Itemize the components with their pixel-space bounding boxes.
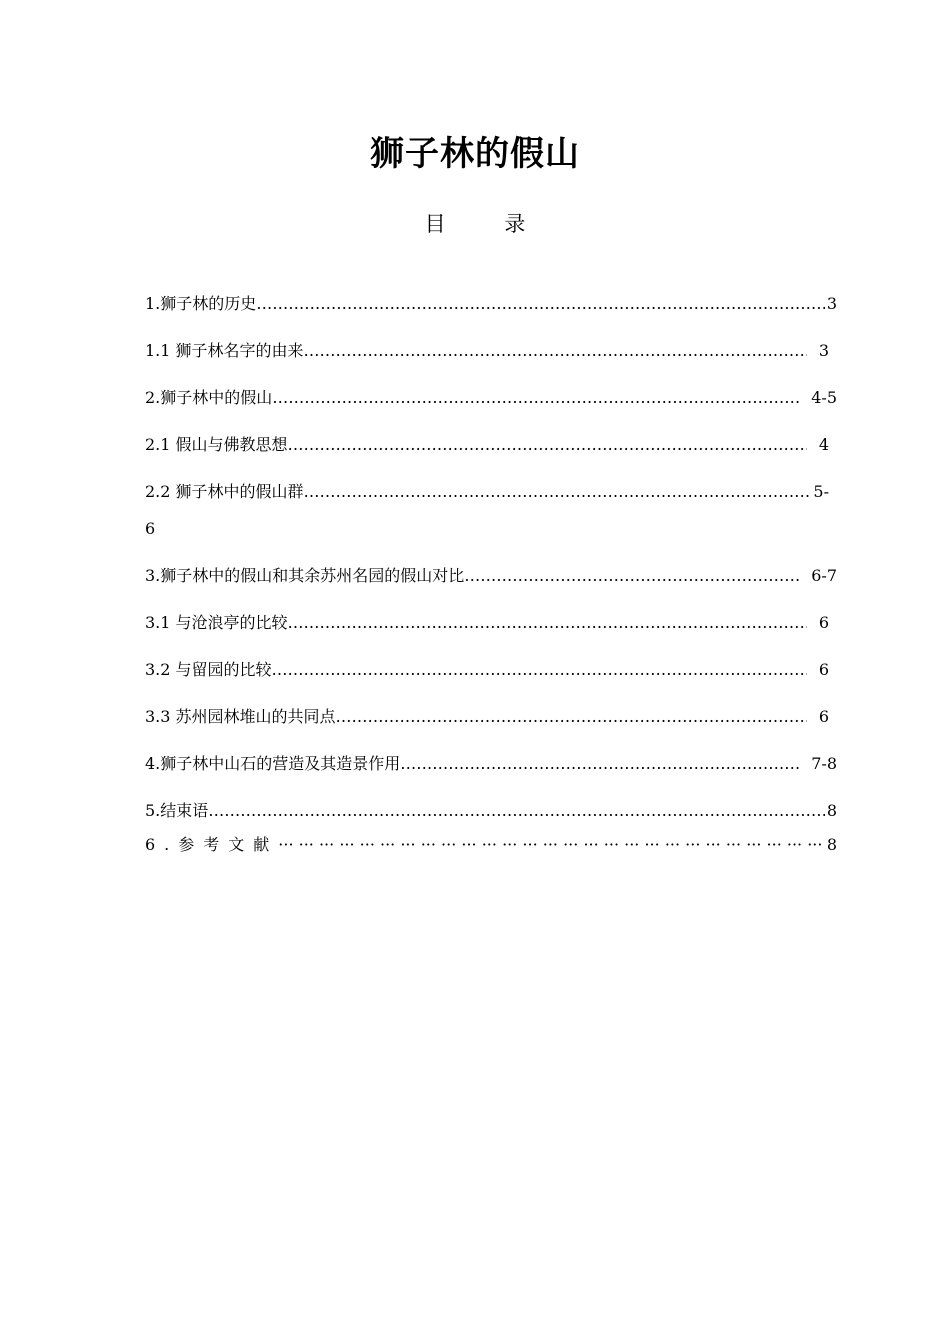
toc-leader-dots: [256, 293, 825, 315]
toc-entry-page: 8: [826, 835, 837, 854]
toc-entry-page: 6: [818, 613, 829, 632]
toc-entry-label: 2.1 假山与佛教思想: [145, 435, 288, 454]
toc-leader-dots: [464, 565, 799, 587]
toc-leader-dots: [336, 706, 807, 728]
toc-leader-dots: [304, 481, 812, 503]
toc-heading: 目 录: [424, 212, 552, 236]
toc-entry-label: 3.3 苏州园林堆山的共同点: [145, 707, 336, 726]
toc-entry-2[interactable]: [145, 387, 837, 409]
toc-entry-3-1[interactable]: [145, 612, 837, 634]
toc-leader-dots: [288, 612, 807, 634]
toc-leader-dots: [400, 753, 799, 775]
toc-entry-label: 3.2 与留园的比较: [145, 660, 272, 679]
toc-entry-page: 8: [826, 801, 837, 820]
toc-entry-page: 4: [818, 435, 829, 454]
toc-entry-2-2-page-continuation: 6: [145, 519, 156, 538]
toc-entry-label: 4.狮子林中山石的营造及其造景作用: [145, 754, 401, 773]
toc-entry-page: 7-8: [811, 754, 837, 773]
toc-entry-3[interactable]: [145, 565, 837, 587]
toc-leader-dots: [208, 800, 825, 822]
toc-entry-page: 6: [818, 707, 829, 726]
toc-entry-page: 3: [818, 341, 829, 360]
toc-entry-2-1[interactable]: [145, 434, 837, 456]
document-title: 狮子林的假山: [370, 134, 580, 174]
toc-entry-3-3[interactable]: [145, 706, 837, 728]
toc-entry-page: 4-5: [811, 388, 837, 407]
toc-entry-1[interactable]: [145, 293, 837, 315]
toc-entry-6[interactable]: [145, 834, 837, 856]
toc-leader-dots: [288, 434, 807, 456]
toc-entry-label: 3.1 与沧浪亭的比较: [145, 613, 288, 632]
toc-entry-1-1[interactable]: [145, 340, 837, 362]
toc-leader-dots: [272, 659, 807, 681]
toc-entry-page: 3: [826, 294, 837, 313]
toc-entry-label: 6.参考文献: [145, 835, 279, 854]
toc-entry-2-2[interactable]: [145, 481, 837, 503]
toc-entry-label: 3.狮子林中的假山和其余苏州名园的假山对比: [145, 566, 465, 585]
toc-entry-5[interactable]: [145, 800, 837, 822]
toc-entry-4[interactable]: [145, 753, 837, 775]
toc-entry-label: 2.2 狮子林中的假山群: [145, 482, 304, 501]
toc-leader-dots: [278, 834, 825, 856]
toc-entry-label: 1.狮子林的历史: [145, 294, 257, 313]
toc-entry-page: 6-7: [811, 566, 837, 585]
toc-entry-label: 2.狮子林中的假山: [145, 388, 273, 407]
toc-entry-3-2[interactable]: [145, 659, 837, 681]
toc-entry-label: 1.1 狮子林名字的由来: [145, 341, 304, 360]
toc-leader-dots: [272, 387, 799, 409]
toc-entry-label: 5.结束语: [145, 801, 209, 820]
toc-entry-page: 6: [818, 660, 829, 679]
toc-entry-page: 5-: [813, 482, 829, 501]
toc-leader-dots: [304, 340, 807, 362]
